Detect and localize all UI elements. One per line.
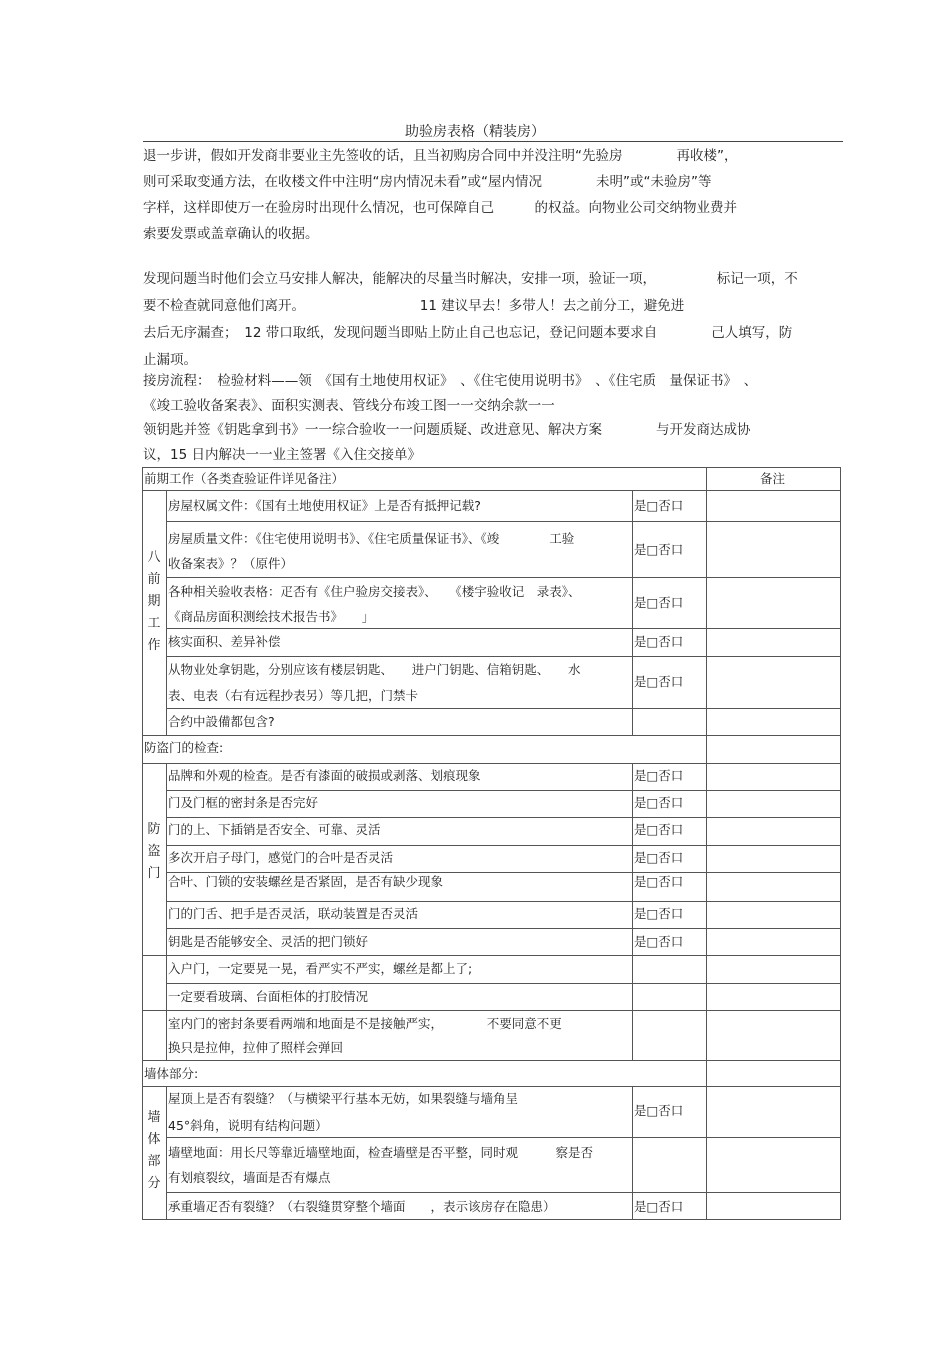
table-row: 一定要看玻璃、台面柜体的打胶情况	[168, 989, 369, 1004]
yes-no-checkbox[interactable]: 是□否口	[634, 542, 684, 557]
yes-no-checkbox[interactable]: 是□否口	[634, 595, 684, 610]
text-line: 字样，这样即使万一在验房时出现什么情况，也可保障自己 的权益。向物业公司交纳物业费并	[143, 200, 737, 216]
yes-no-checkbox[interactable]: 是□否口	[634, 795, 684, 810]
text-line: 退一步讲，假如开发商非要业主先签收的话，且当初购房合同中并没注明“先验房 再收楼”，	[143, 148, 738, 164]
yes-no-checkbox[interactable]: 是□否口	[634, 1199, 684, 1214]
group-label-door: 防盗门	[147, 822, 161, 881]
yes-no-checkbox[interactable]: 是□否口	[634, 906, 684, 921]
table-row: 多次开启子母门，感觉门的合叶是否灵活	[168, 850, 394, 865]
intro-paragraph-2	[143, 266, 843, 374]
table-row-cont: 45°斜角，说明有结构问题）	[168, 1118, 328, 1133]
title-rule	[143, 141, 843, 142]
table-row-cont: 有划痕裂纹，墙面是否有爆点	[168, 1170, 331, 1185]
table-row: 品牌和外观的检查。是否有漆面的破损或剥落、划痕现象	[168, 768, 481, 783]
yes-no-checkbox[interactable]: 是□否口	[634, 1103, 684, 1118]
text-line: 领钥匙并签《钥匙拿到书》一一综合验收一一问题质疑、改进意见、解决方案 与开发商达成协	[143, 422, 751, 438]
table-row-cont: 表、电表（右有远程抄表另）等几把，门禁卡	[168, 688, 419, 703]
yes-no-checkbox[interactable]: 是□否口	[634, 634, 684, 649]
yes-no-checkbox[interactable]: 是□否口	[634, 498, 684, 513]
table-row-cont: 《商品房面积测绘技术报告书》 」	[168, 609, 375, 624]
text-line: 《竣工验收备案表》、面积实测表、管线分布竣工图一一交纳余款一一	[143, 397, 555, 414]
text-line: 索要发票或盖章确认的收据。	[143, 226, 319, 242]
table-row: 各种相关验收表格：疋否有《住户验房交接表》、 《楼宇验收记 录表》、	[168, 584, 581, 599]
group-label-wall: 墙体部分	[147, 1110, 161, 1191]
yes-no-checkbox[interactable]: 是□否口	[634, 768, 684, 783]
table-row: 核实面积、差异补偿	[168, 634, 281, 649]
intro-paragraph-1	[143, 143, 843, 247]
table-row: 门及门框的密封条是否完好	[168, 795, 319, 810]
table-row: 室内门的密封条要看两端和地面是不是接触严实， 不要同意不更	[168, 1016, 562, 1031]
yes-no-checkbox[interactable]: 是□否口	[634, 850, 684, 865]
table-row: 从物业处拿钥匙，分别应该有楼层钥匙、 进户门钥匙、信箱钥匙、 水	[168, 662, 581, 677]
table-row: 合约中設備都包含?	[168, 714, 275, 729]
text-line: 止漏项。	[143, 352, 197, 368]
text-line: 议，15 日内解决一一业主签署《入住交接单》	[143, 446, 421, 463]
text-line: 接房流程： 检验材料——领 《国有土地使用权证》 、《住宅使用说明书》 、《住宅质 量保证书》 、	[143, 373, 758, 389]
page-title: 助验房表格（精装房）	[405, 124, 545, 140]
text-line: 发现问题当时他们会立马安排人解决，能解决的尽量当时解决，安排一项，验证一项， 标记一项，不	[143, 271, 798, 287]
table-row: 房屋质量文件：《住宅使用说明书》、《住宅质量保证书》、《竣 工验	[168, 531, 575, 546]
table-row-cont: 换只是拉伸，拉伸了照样会弹回	[168, 1040, 344, 1055]
table-header-label: 前期工作（各类查验证件详见备注）	[144, 471, 345, 486]
table-row: 钥匙是否能够安全、灵活的把门锁好	[168, 934, 369, 949]
yes-no-checkbox[interactable]: 是□否口	[634, 822, 684, 837]
table-row: 墙壁地面：用长尺等靠近墙壁地面，检查墙壁是否平整，同时观 察是否	[168, 1145, 594, 1160]
group-label-preliminary: 八前期工作	[147, 550, 161, 653]
yes-no-checkbox[interactable]: 是□否口	[634, 934, 684, 949]
text-line: 要不检查就同意他们离开。 11 建议早去！多带人！去之前分工，避免进	[143, 298, 685, 314]
table-row: 门的门舌、把手是否灵活，联动装置是否灵活	[168, 906, 419, 921]
table-row: 承重墙疋否有裂缝？（右裂缝贯穿整个墙面 ，表示该房存在隐患）	[168, 1199, 556, 1214]
section-header-door: 防盗门的检查:	[144, 740, 224, 755]
table-row: 屋顶上是否有裂缝？（与横梁平行基本无妨，如果裂缝与墙角呈	[168, 1091, 519, 1106]
table-row: 门的上、下插销是否安全、可靠、灵活	[168, 822, 381, 837]
text-line: 去后无序漏查； 12 带口取纸，发现问题当即贴上防止自己也忘记，登记问题本要求自 己人填写，防	[143, 325, 793, 341]
text-line: 则可采取变通方法，在收楼文件中注明“房内情况未看”或“屋内情况 未明”或“未验房”等	[143, 174, 712, 190]
table-header-remarks: 备注	[760, 471, 786, 486]
inspection-table	[142, 467, 841, 1220]
table-row-cont: 收备案表》？（原件）	[168, 556, 294, 571]
intro-paragraph-3	[143, 369, 843, 467]
table-row: 入户门，一定要晃一晃，看严实不严实，螺丝是都上了;	[168, 961, 473, 976]
yes-no-checkbox[interactable]: 是□否口	[634, 674, 684, 689]
section-header-wall: 墙体部分:	[144, 1066, 199, 1081]
table-row: 合叶、门锁的安装螺丝是否紧固，是否有缺少现象	[168, 874, 444, 889]
table-row: 房屋权属文件：《国有土地使用权证》上是否有抵押记载?	[168, 498, 481, 513]
yes-no-checkbox[interactable]: 是□否口	[634, 874, 684, 889]
